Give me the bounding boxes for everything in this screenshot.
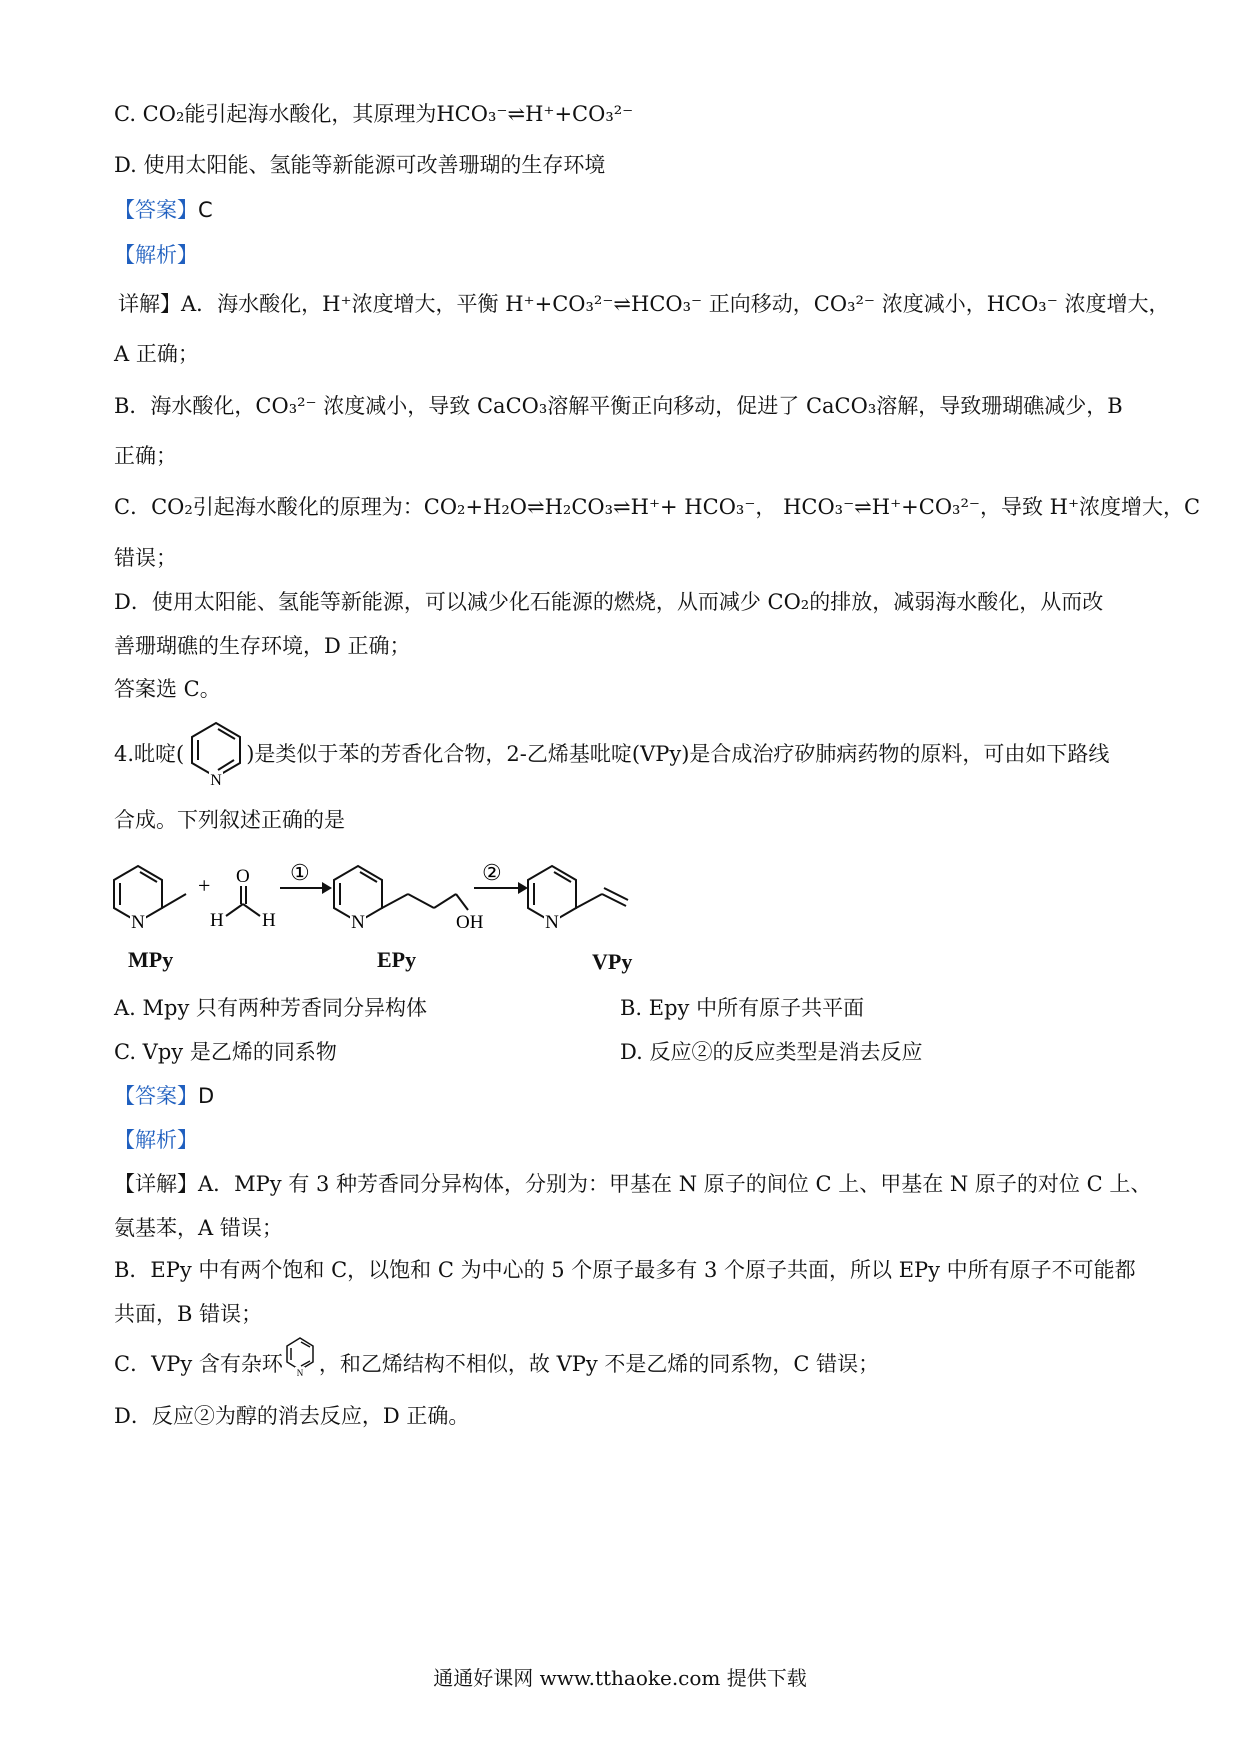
epy-oh: OH [456, 912, 484, 933]
option-d: D. 使用太阳能、氢能等新能源可改善珊瑚的生存环境 [114, 153, 606, 177]
option-d: D. 反应②的反应类型是消去反应 [620, 1040, 923, 1064]
detail-d: D．反应②为醇的消去反应，D 正确。 [114, 1404, 470, 1428]
detail-d-line2: 善珊瑚礁的生存环境，D 正确； [114, 634, 411, 658]
answer-line [114, 1084, 214, 1109]
option-c: C. CO₂能引起海水酸化，其原理为HCO₃⁻⇌H⁺+CO₃²⁻ [114, 102, 634, 126]
aldehyde-o: O [236, 866, 250, 887]
footer: 通通好课网 www.tthaoke.com 提供下载 [433, 1666, 807, 1690]
detail-c-line1: C．CO₂引起海水酸化的原理为：CO₂+H₂O⇌H₂CO₃⇌H⁺+ HCO₃⁻， HCO₃⁻⇌H⁺+CO₃²⁻，导致 H⁺浓度增大，C [114, 495, 1201, 519]
answer-line [114, 198, 213, 223]
detail-c-line2: 错误； [114, 546, 177, 570]
stem-prefix: 4.吡啶( [114, 742, 185, 766]
detail-a-line1: 详解】A．海水酸化，H⁺浓度增大，平衡 H⁺+CO₃²⁻⇌HCO₃⁻ 正向移动，CO₃²⁻ 浓度减小，HCO₃⁻ 浓度增大， [118, 292, 1170, 316]
epy-n: N [351, 912, 365, 933]
answer-value: C [198, 198, 213, 222]
detail-c-line [114, 1351, 879, 1377]
pyridine-small-icon [283, 1335, 317, 1377]
answer-value: D [198, 1084, 215, 1108]
stem-suffix: )是类似于苯的芳香化合物，2-乙烯基吡啶(VPy)是合成治疗矽肺病药物的原料，可由如下路线 [246, 742, 1110, 766]
epy-label: EPy [377, 947, 417, 972]
vpy-label: VPy [592, 949, 633, 974]
analysis-label: 【解析】 [114, 1128, 198, 1152]
mpy-label: MPy [128, 947, 174, 972]
pyridine-small [283, 1351, 319, 1377]
step1-label: ① [290, 860, 310, 885]
mpy-n: N [131, 912, 145, 933]
answer-label: 【答案】 [114, 198, 198, 222]
option-c: C. Vpy 是乙烯的同系物 [114, 1040, 337, 1064]
vpy-n: N [545, 912, 559, 933]
pyridine-small-n: N [296, 1368, 304, 1377]
aldehyde-h2: H [262, 910, 276, 931]
detail-a-line1: 【详解】A．MPy 有 3 种芳香同分异构体，分别为：甲基在 N 原子的间位 C 上、甲基在 N 原子的对位 C 上、 [114, 1172, 1152, 1196]
answer-label: 【答案】 [114, 1084, 198, 1108]
detail-b-line1: B．EPy 中有两个饱和 C，以饱和 C 为中心的 5 个原子最多有 3 个原子共面，所以 EPy 中所有原子不可能都 [114, 1258, 1136, 1282]
mpy-structure [114, 866, 186, 933]
option-a: A. Mpy 只有两种芳香同分异构体 [114, 996, 427, 1020]
analysis-label: 【解析】 [114, 243, 198, 267]
detail-a-line2: A 正确； [114, 342, 199, 366]
pyridine-ring-icon [186, 719, 248, 787]
conclusion: 答案选 C。 [114, 677, 221, 701]
plus-sign: + [198, 873, 211, 898]
detail-a-line2: 氨基苯，A 错误； [114, 1216, 283, 1240]
option-b: B. Epy 中所有原子共平面 [620, 996, 865, 1020]
epy-structure [334, 866, 484, 933]
pyridine-n: N [210, 772, 223, 787]
detail-d-line1: D．使用太阳能、氢能等新能源，可以减少化石能源的燃烧，从而减少 CO₂的排放，减弱海水酸化，从而改 [114, 590, 1104, 614]
formaldehyde-structure [210, 866, 276, 931]
detail-b-line1: B．海水酸化，CO₃²⁻ 浓度减小，导致 CaCO₃溶解平衡正向移动，促进了 CaCO₃溶解，导致珊瑚礁减少，B [114, 394, 1123, 418]
vpy-structure [528, 866, 628, 933]
step2-label: ② [482, 860, 502, 885]
question4-stem-line2: 合成。下列叙述正确的是 [114, 808, 345, 832]
pyridine-structure [184, 741, 246, 787]
detail-b-line2: 正确； [114, 444, 177, 468]
question4-stem [114, 741, 1110, 787]
detail-c-prefix: C．VPy 含有杂环 [114, 1352, 283, 1376]
detail-b-line2: 共面，B 错误； [114, 1302, 263, 1326]
aldehyde-h1: H [210, 910, 224, 931]
detail-c-suffix: ，和乙烯结构不相似，故 VPy 不是乙烯的同系物，C 错误； [318, 1352, 880, 1376]
